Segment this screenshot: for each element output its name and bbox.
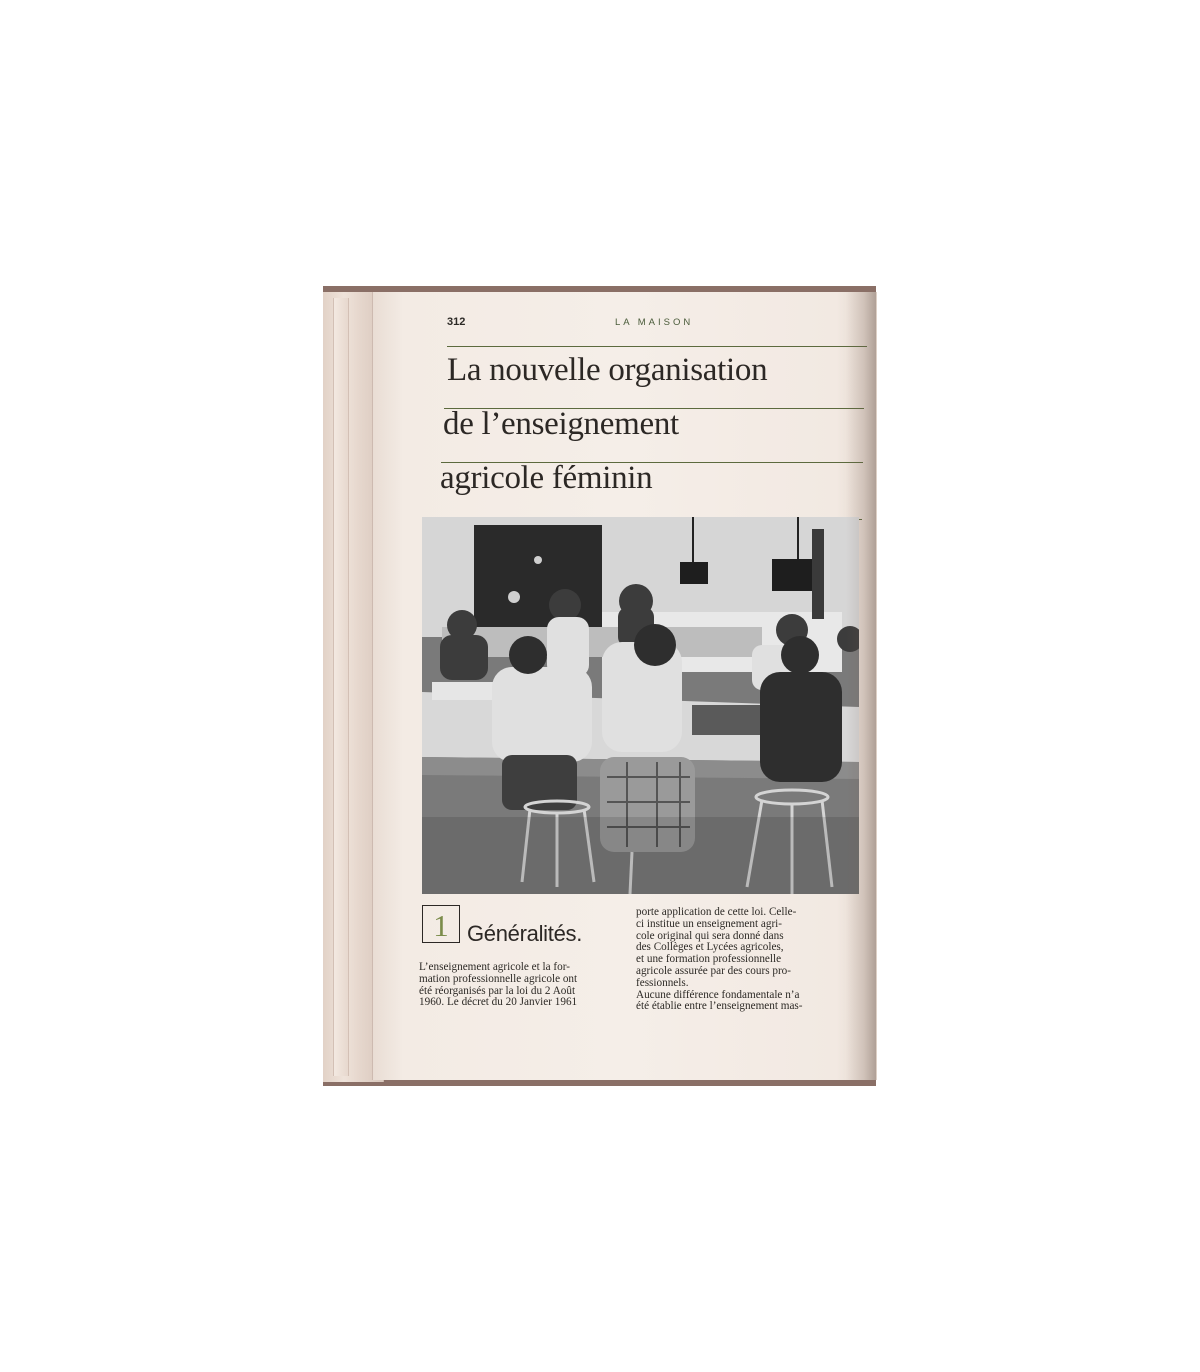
text-line: mation professionnelle agricole ont <box>419 972 578 985</box>
text-line: été réorganisés par la loi du 2 Août <box>419 984 576 997</box>
section-title: Généralités. <box>467 921 583 946</box>
running-header <box>447 316 867 332</box>
text-line: L’enseignement agricole et la for- <box>419 961 570 973</box>
title-line-3: agricole féminin <box>440 460 653 496</box>
text-line: porte application de cette loi. Celle- <box>636 906 797 918</box>
text-line: fessionnels. <box>636 976 689 989</box>
text-line: Aucune différence fondamentale n’a <box>636 988 800 1001</box>
section-number-box <box>422 905 460 943</box>
text-line: et une formation professionnelle <box>636 953 782 966</box>
title-line-2: de l’enseignement <box>443 406 679 442</box>
header-rule <box>447 346 867 347</box>
title-line-1: La nouvelle organisation <box>447 352 768 388</box>
section-numeral: 1 <box>433 908 449 943</box>
page-number: 312 <box>447 316 466 328</box>
text-line: agricole assurée par des cours pro- <box>636 964 792 977</box>
page-gutter-shadow <box>846 292 876 1080</box>
section-name: LA MAISON <box>615 317 694 328</box>
text-line: ci institue un enseignement agri- <box>636 917 783 930</box>
text-line: 1960. Le décret du 20 Janvier 1961 <box>419 996 578 1009</box>
text-line: des Collèges et Lycées agricoles, <box>636 941 784 954</box>
body-column-2 <box>636 907 803 1013</box>
body-column-1 <box>419 962 577 1009</box>
text-line: été établie entre l’enseignement mas- <box>636 1000 803 1013</box>
classroom-photo <box>422 517 859 894</box>
text-line: cole original qui sera donné dans <box>636 929 784 942</box>
